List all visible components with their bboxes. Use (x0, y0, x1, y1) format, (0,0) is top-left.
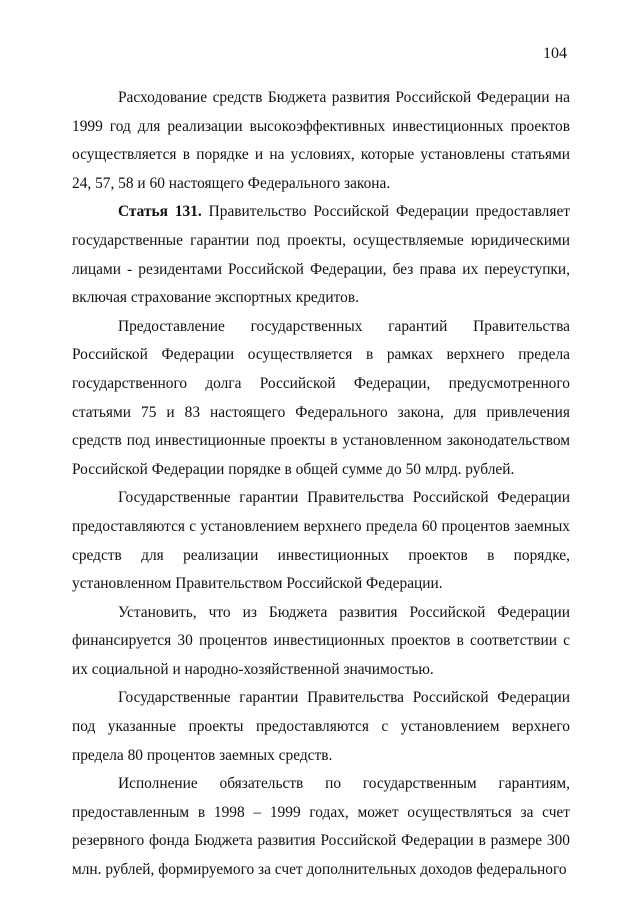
paragraph-guarantee-60-percent: Государственные гарантии Правительства Российской Федерации предоставляются с установлением верхнего предела 60 процентов заемных средств для реализации инвестиционных проектов в порядке, установленном Правительством Российской Федерации. (72, 489, 570, 593)
paragraph-obligations: Исполнение обязательств по государственным гарантиям, предоставленным в 1998 – 1999 годах, может осуществляться за счет резервного фонда Бюджета развития Российской Федерации в размере 300 млн. рублей, формируемого за счет дополнительных доходов федерального (72, 775, 570, 879)
paragraph-budget-expenditure: Расходование средств Бюджета развития Российской Федерации на 1999 год для реализации высокоэффективных инвестиционных проектов осуществляется в порядке и на условиях, которые установлены статьями 24, 57, 58 и 60 настоящего Федерального закона. (72, 89, 570, 192)
page-number: 104 (543, 45, 567, 62)
article-131-text: Правительство Российской Федерации предоставляет государственные гарантии под проекты, осуществляемые юридическими лицами - резидентами Российской Федерации, без права их переуступки, включая страхование экспортных кредитов. (72, 203, 570, 307)
paragraph-article-131 (72, 198, 570, 312)
paragraph-funding-30-percent: Установить, что из Бюджета развития Российской Федерации финансируется 30 процентов инвестиционных проектов в соответствии с их социальной и народно-хозяйственной значимостью. (72, 603, 570, 678)
article-label: Статья 131. (118, 203, 202, 221)
paragraph-guarantee-80-percent: Государственные гарантии Правительства Российской Федерации под указанные проекты предоставляются с установлением верхнего предела 80 процентов заемных средств. (72, 689, 570, 764)
paragraph-guarantee-limit: Предоставление государственных гарантий Правительства Российской Федерации осуществляется в рамках верхнего предела государственного долга Российской Федерации, предусмотренного статьями 75 и 83 настоящего Федерального закона, для привлечения средств под инвестиционные проекты в установленном законодательством Российской Федерации порядке в общей сумме до 50 млрд. рублей. (72, 317, 570, 478)
document-body (72, 84, 570, 885)
